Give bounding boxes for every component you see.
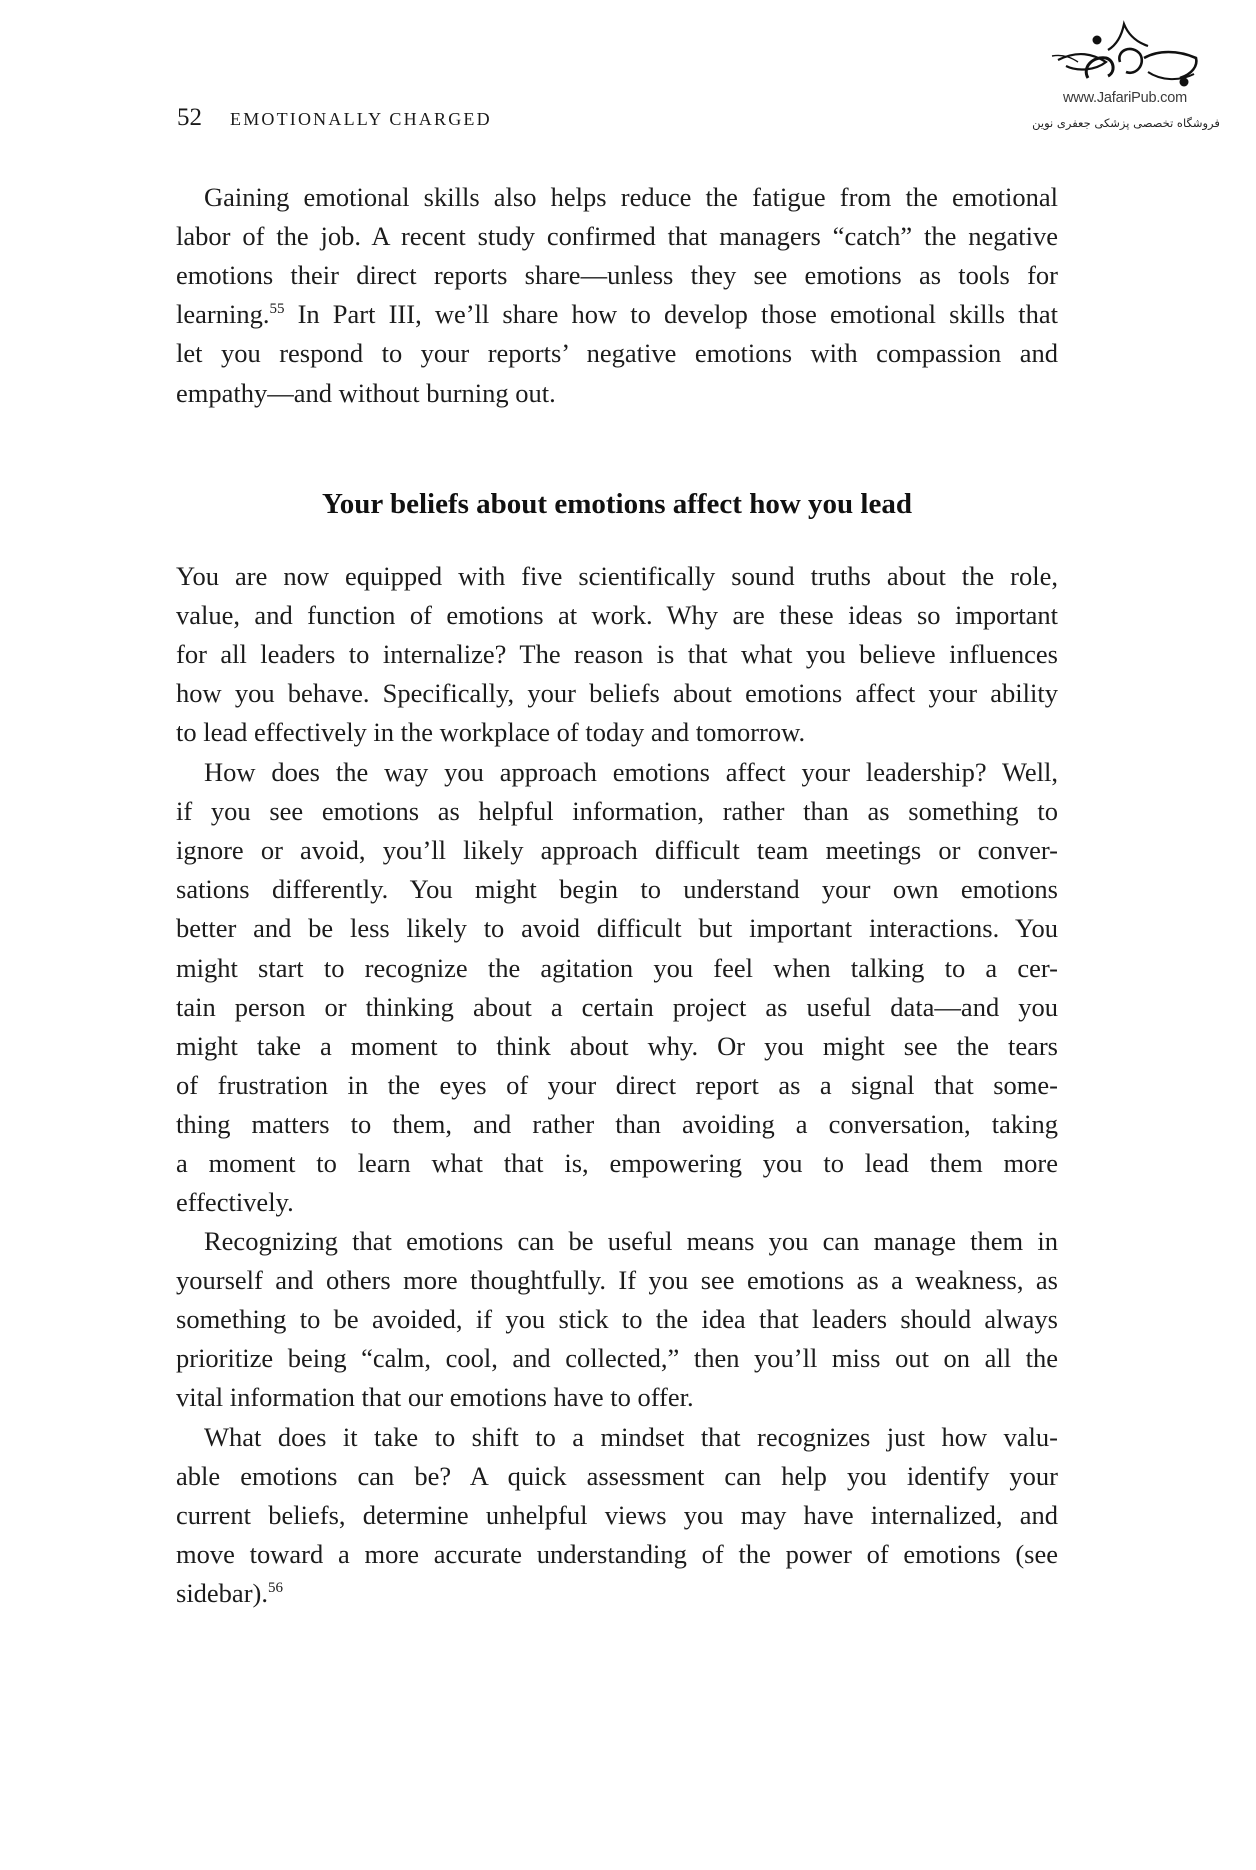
jafaripub-logo-icon: [1048, 20, 1208, 90]
text-line: might start to recognize the agitation you feel when talking to a cer-: [176, 952, 1058, 983]
section-heading: Your beliefs about emotions affect how you lead: [322, 488, 912, 520]
text-line: You are now equipped with five scientifically sound truths about the role,: [176, 561, 1058, 591]
text-line: tain person or thinking about a certain project as useful data—and you: [176, 991, 1058, 1022]
publisher-url: www.JafariPub.com: [1063, 90, 1187, 106]
text-line: current beliefs, determine unhelpful views you may have internalized, and: [176, 1500, 1058, 1531]
publisher-tagline: فروشگاه تخصصی پزشکی جعفری نوین: [1032, 116, 1220, 130]
text-line: a moment to learn what that is, empowering you to lead them more: [176, 1148, 1058, 1178]
text-line: [176, 295, 1058, 334]
text-line: value, and function of emotions at work. Why are these ideas so important: [176, 600, 1058, 631]
text-line: thing matters to them, and rather than avoiding a conversation, taking: [176, 1108, 1058, 1139]
text-line: How does the way you approach emotions affect your leadership? Well,: [204, 757, 1058, 787]
text-line: What does it take to shift to a mindset that recognizes just how valu-: [204, 1422, 1058, 1452]
text-line: Recognizing that emotions can be useful means you can manage them in: [204, 1226, 1058, 1256]
text-line: empathy—and without burning out.: [176, 377, 556, 408]
text-line: labor of the job. A recent study confirmed that managers “catch” the negative: [176, 221, 1058, 252]
text-line: prioritize being “calm, cool, and collected,” then you’ll miss out on all the: [176, 1343, 1058, 1374]
text-segment: learning.: [176, 299, 270, 330]
text-segment: sidebar).: [176, 1578, 268, 1609]
text-line: able emotions can be? A quick assessment can help you identify your: [176, 1461, 1058, 1492]
text-line: better and be less likely to avoid difficult but important interactions. You: [176, 913, 1058, 944]
text-line: for all leaders to internalize? The reason is that what you believe influences: [176, 639, 1058, 670]
text-line: if you see emotions as helpful information, rather than as something to: [176, 796, 1058, 827]
text-line: effectively.: [176, 1187, 294, 1218]
text-line: might take a moment to think about why. Or you might see the tears: [176, 1030, 1058, 1061]
footnote-reference[interactable]: 56: [267, 1580, 283, 1597]
text-line: sations differently. You might begin to understand your own emotions: [176, 874, 1058, 905]
text-line: let you respond to your reports’ negative emotions with compassion and: [176, 338, 1058, 369]
text-line: Gaining emotional skills also helps reduce the fatigue from the emotional: [204, 182, 1058, 212]
text-line: how you behave. Specifically, your beliefs about emotions affect your ability: [176, 678, 1058, 709]
text-line: something to be avoided, if you stick to the idea that leaders should always: [176, 1304, 1058, 1335]
publisher-watermark: [1020, 14, 1240, 142]
text-segment: In Part III, we’ll share how to develop those emotional skills that: [284, 299, 1058, 330]
text-line: ignore or avoid, you’ll likely approach difficult team meetings or conver-: [176, 835, 1058, 866]
text-line: emotions their direct reports share—unless they see emotions as tools for: [176, 260, 1058, 291]
footnote-reference[interactable]: 55: [269, 301, 285, 318]
text-line: move toward a more accurate understanding of the power of emotions (see: [176, 1539, 1058, 1570]
text-line: vital information that our emotions have to offer.: [176, 1382, 694, 1413]
page-number: 52: [177, 104, 202, 131]
running-title: EMOTIONALLY CHARGED: [230, 109, 492, 129]
text-line: to lead effectively in the workplace of today and tomorrow.: [176, 717, 806, 748]
text-line: [176, 1574, 1058, 1613]
text-line: of frustration in the eyes of your direct report as a signal that some-: [176, 1069, 1058, 1100]
text-line: yourself and others more thoughtfully. If you see emotions as a weakness, as: [176, 1265, 1058, 1296]
running-head: [177, 104, 492, 134]
